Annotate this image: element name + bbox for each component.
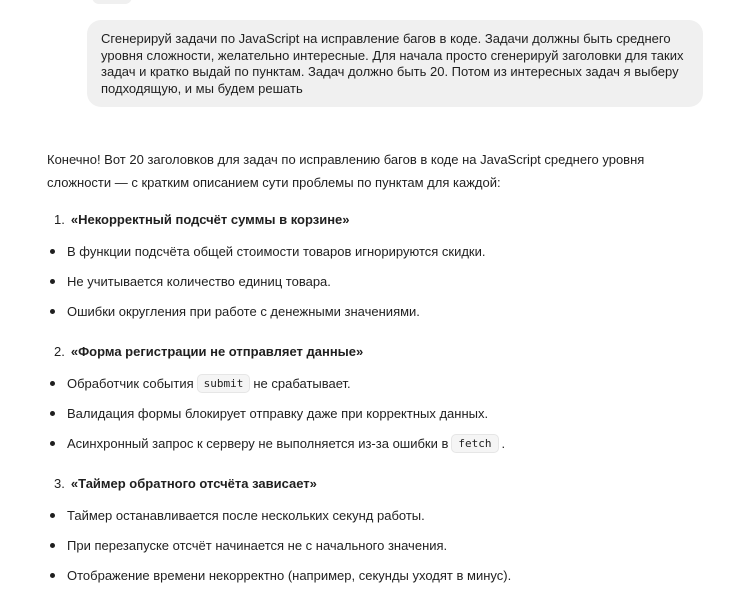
bullet-text: Отображение времени некорректно (например, секунды уходят в минус).: [67, 567, 512, 583]
bullet-text: Обработчик события: [67, 375, 194, 391]
task-title: «Форма регистрации не отправляет данные»: [70, 343, 364, 359]
task-title: «Некорректный подсчёт суммы в корзине»: [70, 211, 350, 227]
task-bullet: [47, 368, 707, 398]
bullet-text: .: [501, 435, 506, 451]
assistant-answer: [47, 148, 707, 590]
task-bullet: [47, 266, 707, 296]
task-bullet: [47, 236, 707, 266]
task-bullet: [47, 530, 707, 560]
bullet-text: Асинхронный запрос к серверу не выполняется из-за ошибки в: [67, 435, 449, 451]
task-title: «Таймер обратного отсчёта зависает»: [70, 475, 317, 491]
task-bullet: [47, 560, 707, 590]
bullet-text: не срабатывает.: [253, 375, 351, 391]
bullet-text: При перезапуске отсчёт начинается не с начального значения.: [67, 537, 448, 553]
bullet-text: Ошибки округления при работе с денежными значениями.: [67, 303, 420, 319]
task-number: 3.: [54, 475, 65, 491]
task-number: 2.: [54, 343, 65, 359]
answer-intro: Конечно! Вот 20 заголовков для задач по исправлению багов в коде на JavaScript среднего уровня сложности — с кратким описанием сути проблемы по пунктам для каждой:: [47, 152, 645, 190]
user-message-text: Сгенерируй задачи по JavaScript на исправление багов в коде. Задачи должны быть среднего уровня сложности, желательно интересные. Для начала просто сгенерируй заголовки для таких задач и кратко выдай по пунктам. Задач должно быть 20. Потом из интересных задач я выберу подходящую, и мы будем решать: [101, 31, 684, 97]
previous-message-stub: [92, 0, 132, 4]
inline-code: fetch: [451, 434, 498, 453]
bullet-text: В функции подсчёта общей стоимости товаров игнорируются скидки.: [67, 243, 486, 259]
task-bullet: [47, 428, 707, 458]
user-message-bubble: [87, 20, 703, 107]
task-heading: [47, 208, 707, 230]
task-bullet-list: [47, 368, 707, 458]
bullet-text: Таймер останавливается после нескольких секунд работы.: [67, 507, 425, 523]
task-bullet: [47, 500, 707, 530]
task-bullet-list: [47, 236, 707, 326]
task-number: 1.: [54, 211, 65, 227]
task-bullet-list: [47, 500, 707, 590]
bullet-text: Валидация формы блокирует отправку даже при корректных данных.: [67, 405, 489, 421]
task-bullet: [47, 296, 707, 326]
task-heading: [47, 472, 707, 494]
inline-code: submit: [197, 374, 251, 393]
bullet-text: Не учитывается количество единиц товара.: [67, 273, 331, 289]
task-bullet: [47, 398, 707, 428]
task-heading: [47, 340, 707, 362]
